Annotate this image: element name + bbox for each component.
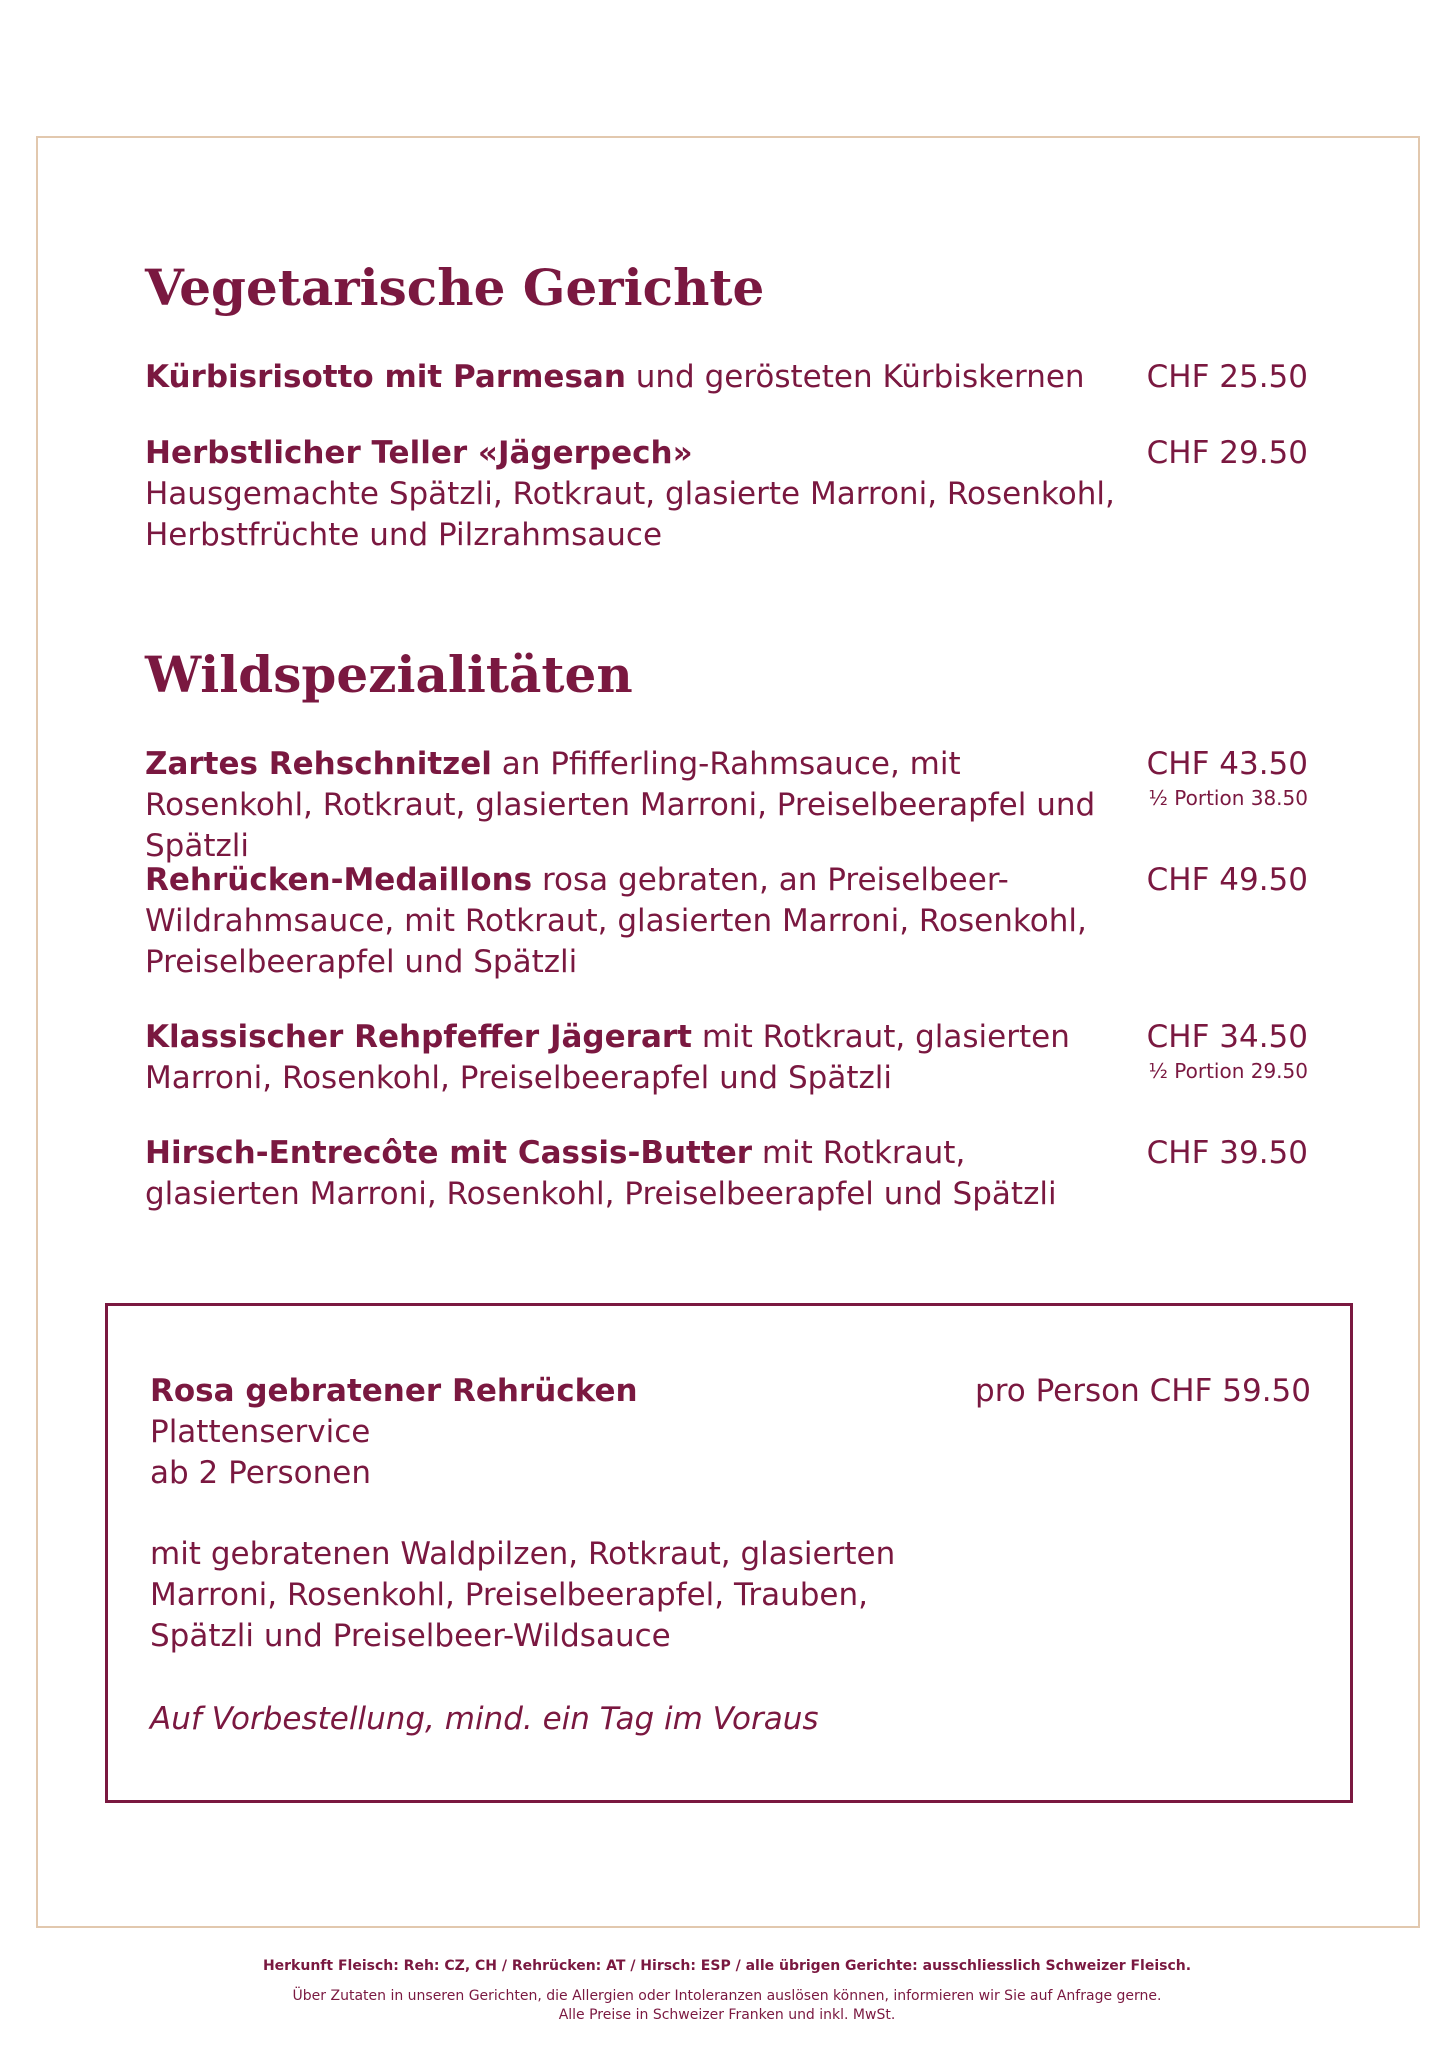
menu-item-rehschnitzel [145,744,1125,867]
special-preorder-note: Auf Vorbestellung, mind. ein Tag im Voraus [150,1701,819,1737]
item-price: CHF 29.50 [1146,435,1308,471]
item-description-line: Hausgemachte Spätzli, Rotkraut, glasierte Marroni, Rosenkohl, [145,476,1115,512]
menu-item-kuerbisrisotto [145,357,1125,398]
special-description: mit gebratenen Waldpilzen, Rotkraut, glasierten Marroni, Rosenkohl, Preiselbeerapfel, Trauben, Spätzli und Preiselbeer-Wildsauce [150,1536,896,1654]
footer-price-note: Alle Preise in Schweizer Franken und inkl. MwSt. [558,2007,896,2023]
special-title: Rosa gebratener Rehrücken [150,1373,638,1409]
item-name: Kürbisrisotto mit Parmesan [145,359,626,395]
menu-item-rehpfeffer [145,1017,1125,1099]
menu-item-hirsch-entrecote [145,1133,1125,1215]
item-name: Zartes Rehschnitzel [145,746,492,782]
special-persons-line: ab 2 Personen [150,1455,371,1491]
item-description: und gerösteten Kürbiskernen [625,359,1085,395]
item-price: CHF 34.50 [1146,1019,1308,1055]
item-name: Klassischer Rehpfeffer Jägerart [145,1019,692,1055]
half-portion-price: ½ Portion 29.50 [1148,1059,1308,1083]
footer-meat-origin: Herkunft Fleisch: Reh: CZ, CH / Rehrücken: AT / Hirsch: ESP / alle übrigen Gerichte: ausschliesslich Schweizer Fleisch. [262,1958,1192,1974]
section-title-vegetarian: Vegetarische Gerichte [145,258,765,317]
special-price: pro Person CHF 59.50 [975,1373,1311,1409]
item-description-line: Herbstfrüchte und Pilzrahmsauce [145,517,663,553]
item-price: CHF 39.50 [1146,1135,1308,1171]
special-offer-box [105,1303,1353,1803]
item-description: an Pfifferling-Rahmsauce, mit Rosenkohl, Rotkraut, glasierten Marroni, Preiselbeerapfel und Spätzli [145,746,1096,864]
item-price: CHF 49.50 [1146,862,1308,898]
item-name: Herbstlicher Teller «Jägerpech» [145,435,693,471]
item-name: Rehrücken-Medaillons [145,862,533,898]
item-description: mit Rotkraut, glasierten Marroni, Rosenkohl, Preiselbeerapfel und Spätzli [145,1135,1057,1212]
menu-item-herbstlicher-teller [145,433,1125,556]
item-description: mit Rotkraut, glasierten Marroni, Rosenkohl, Preiselbeerapfel und Spätzli [145,1019,1070,1096]
item-price: CHF 25.50 [1146,359,1308,395]
section-title-game: Wildspezialitäten [145,645,633,704]
footer-allergy-note: Über Zutaten in unseren Gerichten, die Allergien oder Intoleranzen auslösen können, informieren wir Sie auf Anfrage gerne. [292,1988,1162,2004]
item-description: rosa gebraten, an Preiselbeer-Wildrahmsauce, mit Rotkraut, glasierten Marroni, Rosenkohl, Preiselbeerapfel und Spätzli [145,862,1087,980]
item-name: Hirsch-Entrecôte mit Cassis-Butter [145,1135,753,1171]
menu-item-rehruecken-medaillons [145,860,1125,983]
item-price: CHF 43.50 [1146,746,1308,782]
special-service-line: Plattenservice [150,1414,371,1450]
half-portion-price: ½ Portion 38.50 [1148,786,1308,810]
